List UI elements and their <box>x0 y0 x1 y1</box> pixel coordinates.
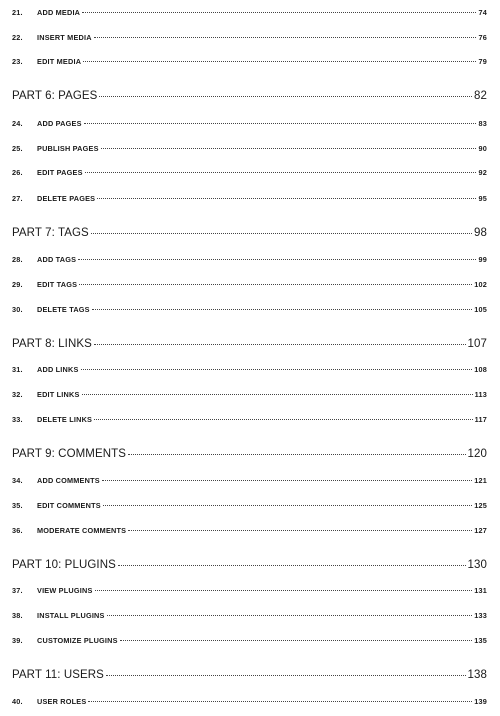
chapter-number: 36. <box>12 525 23 535</box>
dot-leader <box>81 362 473 370</box>
chapter-number: 22. <box>12 32 23 42</box>
chapter-number: 35. <box>12 500 23 510</box>
page-number: 82 <box>474 90 487 103</box>
chapter-number: 39. <box>12 635 23 645</box>
chapter-number: 38. <box>12 610 23 620</box>
dot-leader <box>128 444 465 455</box>
chapter-title: EDIT MEDIA <box>37 56 82 66</box>
page-number: 133 <box>474 610 487 620</box>
chapter-number: 28. <box>12 254 23 264</box>
chapter-number: 25. <box>12 143 23 153</box>
dot-leader <box>83 54 476 62</box>
dot-leader <box>99 86 472 97</box>
toc-chapter-entry[interactable] <box>0 143 500 153</box>
dot-leader <box>107 608 473 616</box>
page-number: 120 <box>467 448 487 461</box>
part-title: PART 11: USERS <box>12 669 104 682</box>
part-title: PART 10: PLUGINS <box>12 559 116 572</box>
chapter-title: DELETE TAGS <box>37 304 90 314</box>
chapter-number: 33. <box>12 414 23 424</box>
chapter-title: PUBLISH PAGES <box>37 143 99 153</box>
page-number: 74 <box>478 7 487 17</box>
toc-chapter-entry[interactable] <box>0 525 500 535</box>
part-title: PART 7: TAGS <box>12 227 89 240</box>
part-title: PART 8: LINKS <box>12 338 92 351</box>
dot-leader <box>94 334 466 345</box>
chapter-number: 21. <box>12 7 23 17</box>
toc-chapter-entry[interactable] <box>0 118 500 128</box>
toc-chapter-entry[interactable] <box>0 193 500 203</box>
chapter-title: EDIT LINKS <box>37 389 80 399</box>
toc-chapter-entry[interactable] <box>0 7 500 17</box>
chapter-title: EDIT COMMENTS <box>37 500 101 510</box>
page-number: 105 <box>474 304 487 314</box>
toc-chapter-entry[interactable] <box>0 32 500 42</box>
toc-chapter-entry[interactable] <box>0 696 500 706</box>
chapter-number: 24. <box>12 118 23 128</box>
dot-leader <box>101 141 477 149</box>
dot-leader <box>118 555 466 566</box>
page-number: 131 <box>474 585 487 595</box>
page-number: 130 <box>467 559 487 572</box>
page-number: 98 <box>474 227 487 240</box>
page-number: 139 <box>474 696 487 706</box>
dot-leader <box>82 387 473 395</box>
toc-part-entry[interactable] <box>0 446 500 460</box>
chapter-title: USER ROLES <box>37 696 87 706</box>
chapter-number: 26. <box>12 167 23 177</box>
page-number: 95 <box>478 193 487 203</box>
dot-leader <box>91 223 472 234</box>
chapter-title: ADD LINKS <box>37 364 79 374</box>
page-number: 92 <box>478 167 487 177</box>
page-number: 127 <box>474 525 487 535</box>
dot-leader <box>94 30 477 38</box>
page-number: 102 <box>474 279 487 289</box>
chapter-number: 27. <box>12 193 23 203</box>
toc-chapter-entry[interactable] <box>0 364 500 374</box>
chapter-number: 34. <box>12 475 23 485</box>
page-number: 99 <box>478 254 487 264</box>
toc-chapter-entry[interactable] <box>0 279 500 289</box>
chapter-title: VIEW PLUGINS <box>37 585 93 595</box>
page-number: 113 <box>474 389 487 399</box>
chapter-title: INSTALL PLUGINS <box>37 610 105 620</box>
page-number: 79 <box>478 56 487 66</box>
toc-chapter-entry[interactable] <box>0 389 500 399</box>
page-number: 135 <box>474 635 487 645</box>
toc-part-entry[interactable] <box>0 336 500 350</box>
dot-leader <box>92 302 472 310</box>
dot-leader <box>79 277 472 285</box>
chapter-number: 32. <box>12 389 23 399</box>
dot-leader <box>120 633 473 641</box>
chapter-number: 29. <box>12 279 23 289</box>
chapter-number: 40. <box>12 696 23 706</box>
chapter-title: INSERT MEDIA <box>37 32 92 42</box>
chapter-title: EDIT PAGES <box>37 167 83 177</box>
chapter-number: 37. <box>12 585 23 595</box>
part-title: PART 9: COMMENTS <box>12 448 127 461</box>
dot-leader <box>82 5 476 13</box>
page-number: 117 <box>474 414 487 424</box>
chapter-number: 31. <box>12 364 23 374</box>
chapter-title: ADD TAGS <box>37 254 77 264</box>
chapter-number: 30. <box>12 304 23 314</box>
toc-part-entry[interactable] <box>0 88 500 102</box>
chapter-title: DELETE PAGES <box>37 193 96 203</box>
page-number: 76 <box>478 32 487 42</box>
dot-leader <box>94 412 473 420</box>
dot-leader <box>97 191 476 199</box>
toc-chapter-entry[interactable] <box>0 56 500 66</box>
toc-chapter-entry[interactable] <box>0 500 500 510</box>
toc-part-entry[interactable] <box>0 225 500 239</box>
chapter-title: DELETE LINKS <box>37 414 93 424</box>
toc-chapter-entry[interactable] <box>0 167 500 177</box>
dot-leader <box>84 116 477 124</box>
part-title: PART 6: PAGES <box>12 90 98 103</box>
page-number: 138 <box>467 669 487 682</box>
dot-leader <box>88 694 472 702</box>
dot-leader <box>102 473 472 481</box>
chapter-title: ADD COMMENTS <box>37 475 100 485</box>
chapter-title: ADD PAGES <box>37 118 82 128</box>
toc-chapter-entry[interactable] <box>0 635 500 645</box>
chapter-title: CUSTOMIZE PLUGINS <box>37 635 118 645</box>
dot-leader <box>106 665 466 676</box>
chapter-number: 23. <box>12 56 23 66</box>
dot-leader <box>128 523 472 531</box>
toc-chapter-entry[interactable] <box>0 610 500 620</box>
toc-chapter-entry[interactable] <box>0 254 500 264</box>
chapter-title: ADD MEDIA <box>37 7 81 17</box>
toc-chapter-entry[interactable] <box>0 414 500 424</box>
chapter-title: EDIT TAGS <box>37 279 78 289</box>
page-number: 90 <box>478 143 487 153</box>
page-number: 108 <box>474 364 487 374</box>
dot-leader <box>78 252 476 260</box>
toc-part-entry[interactable] <box>0 557 500 571</box>
toc-part-entry[interactable] <box>0 667 500 681</box>
page-number: 107 <box>467 338 487 351</box>
toc-chapter-entry[interactable] <box>0 475 500 485</box>
toc-chapter-entry[interactable] <box>0 304 500 314</box>
page-number: 125 <box>474 500 487 510</box>
page-number: 121 <box>474 475 487 485</box>
toc-chapter-entry[interactable] <box>0 585 500 595</box>
page-number: 83 <box>478 118 487 128</box>
dot-leader <box>85 165 477 173</box>
chapter-title: MODERATE COMMENTS <box>37 525 127 535</box>
dot-leader <box>103 498 472 506</box>
dot-leader <box>95 583 473 591</box>
